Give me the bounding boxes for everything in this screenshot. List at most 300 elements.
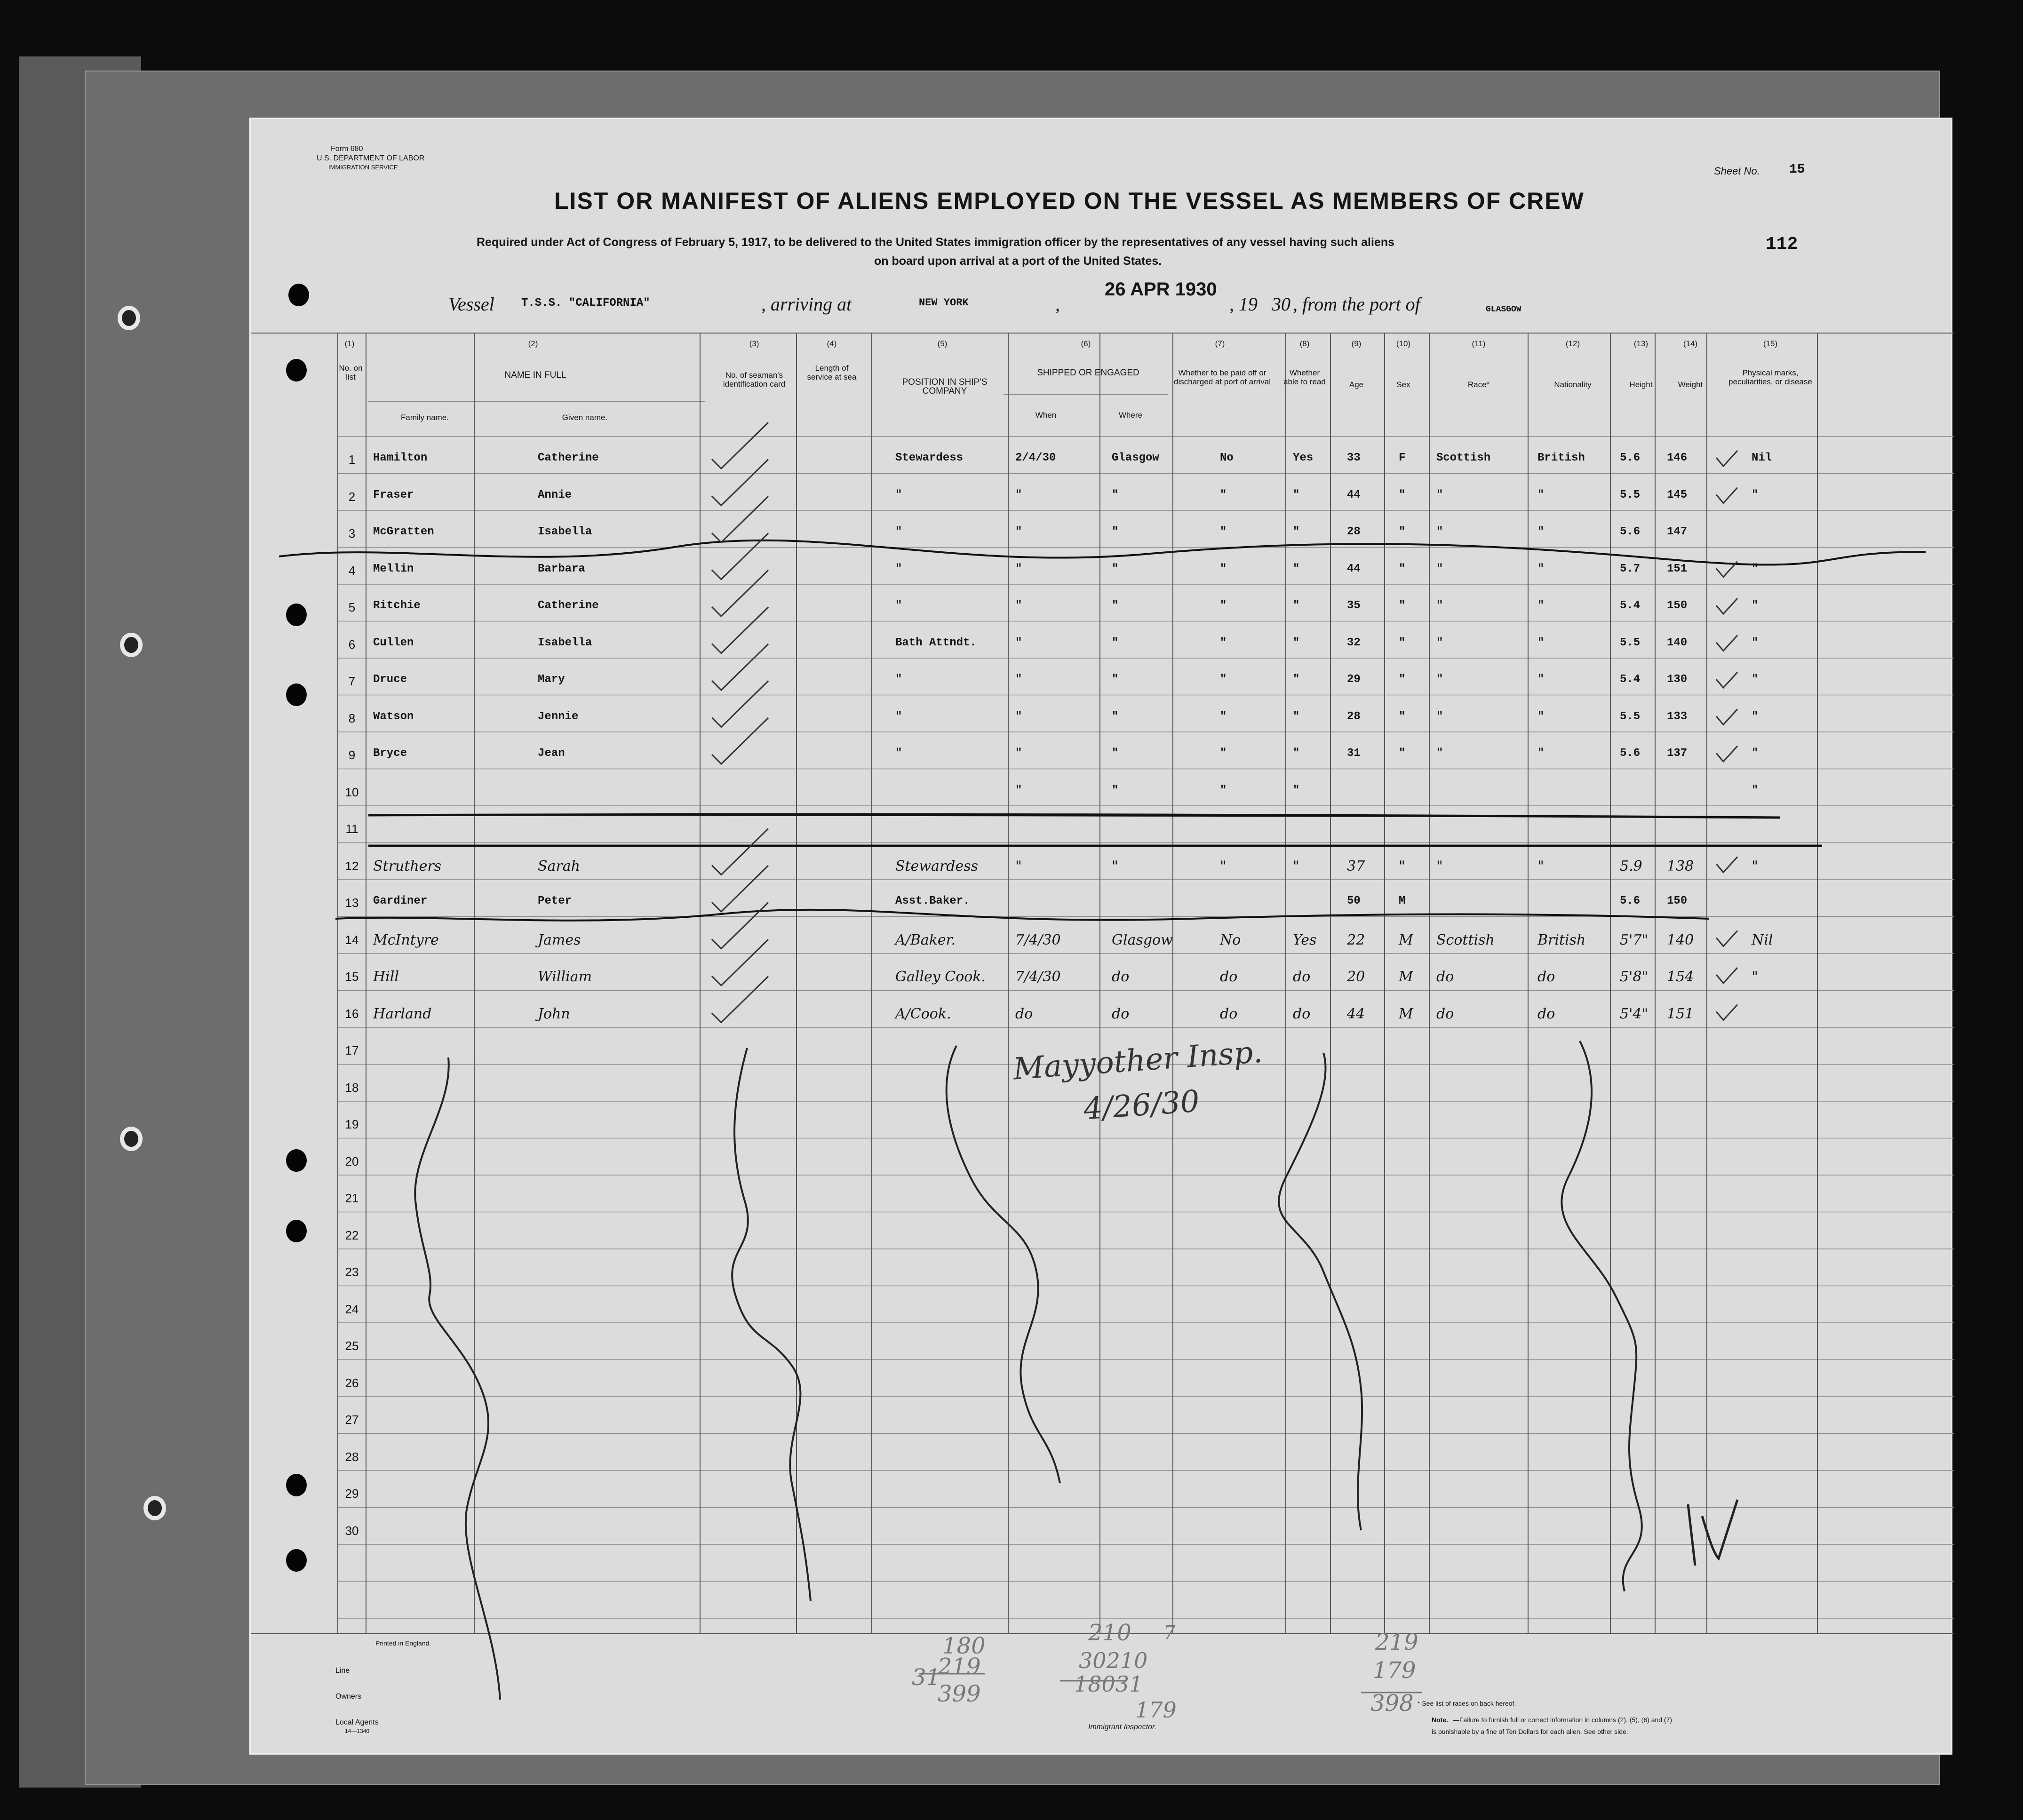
cell-family: Cullen — [373, 636, 414, 649]
cell-family: Gardiner — [373, 895, 428, 907]
tally-b5: 179 — [1135, 1697, 1177, 1723]
corner-mark — [1681, 1497, 1747, 1558]
col-num-8: (8) — [1299, 339, 1310, 348]
row-number: 21 — [345, 1191, 359, 1205]
cell-height: 5.9 — [1620, 858, 1642, 874]
cell-race: do — [1436, 1005, 1454, 1022]
cell-marks: " — [1752, 710, 1759, 723]
cell-given: Catherine — [538, 452, 599, 464]
cell-sex: " — [1399, 488, 1406, 501]
row-number: 16 — [345, 1006, 359, 1021]
cell-read: " — [1293, 562, 1300, 575]
check-mark — [712, 829, 768, 875]
col-num-6: (6) — [1081, 339, 1091, 348]
cell-family: Harland — [373, 1005, 432, 1022]
tally-a2: 219 — [938, 1653, 981, 1680]
cell-age: 44 — [1347, 562, 1361, 575]
cell-when: 2/4/30 — [1015, 452, 1056, 464]
cell-given: Peter — [538, 895, 572, 907]
cell-weight: 140 — [1667, 636, 1688, 649]
cell-marks: Nil — [1752, 452, 1772, 464]
row-number: 2 — [348, 489, 356, 504]
row-number: 30 — [345, 1523, 359, 1538]
page-number: 112 — [1766, 234, 1798, 254]
header-name-in-full: NAME IN FULL — [504, 370, 566, 380]
col-num-1: (1) — [344, 339, 355, 348]
cell-age: 33 — [1347, 452, 1361, 464]
cell-where: Glasgow — [1112, 452, 1159, 464]
cell-paid: " — [1220, 599, 1227, 612]
document-title: LIST OR MANIFEST OF ALIENS EMPLOYED ON THE VESSEL AS MEMBERS OF CREW — [554, 188, 1585, 214]
row-number: 20 — [345, 1154, 359, 1168]
cell-race: " — [1436, 525, 1443, 538]
cell-position: Stewardess — [895, 858, 979, 874]
cell-read: do — [1293, 969, 1311, 985]
footer-line-label: Line — [335, 1667, 350, 1675]
note-line-2: is punishable by a fine of Ten Dollars for each alien. See other side. — [1432, 1728, 1628, 1735]
header-no-on-list: No. on list — [339, 364, 363, 381]
check-mark — [712, 939, 768, 986]
tally-c1: 219 — [1375, 1629, 1418, 1655]
cell-family: Mellin — [373, 562, 414, 575]
weight-check-mark — [1716, 488, 1737, 503]
departure-port: GLASGOW — [1486, 305, 1521, 314]
cell-height: 5'7" — [1620, 931, 1649, 948]
row-number: 14 — [345, 932, 359, 947]
row-number: 13 — [345, 896, 359, 910]
header-given-name: Given name. — [562, 413, 608, 422]
check-mark — [712, 903, 768, 949]
cell-weight: 146 — [1667, 452, 1688, 464]
cell-nationality: do — [1537, 969, 1555, 985]
tally-c3: 398 — [1370, 1690, 1414, 1717]
header-physical-marks: Physical marks, peculiarities, or disease — [1728, 368, 1812, 386]
cell-family: Hill — [373, 969, 399, 985]
col-num-4: (4) — [827, 339, 837, 348]
subtitle-line-2: on board upon arrival at a port of the United States. — [874, 254, 1162, 268]
cell-race: " — [1436, 747, 1443, 760]
binder-ring — [120, 633, 143, 657]
row-number: 10 — [345, 785, 359, 799]
cell-paid: " — [1220, 858, 1227, 874]
tally-a3: 399 — [938, 1681, 981, 1707]
tally-a1: 180 — [942, 1633, 986, 1659]
cell-when: " — [1015, 599, 1022, 612]
race-footnote: * See list of races on back hereof. — [1418, 1700, 1516, 1707]
row-number: 3 — [348, 526, 356, 540]
cell-read: " — [1293, 858, 1299, 874]
cell-race: " — [1436, 562, 1443, 575]
row-number: 17 — [345, 1043, 359, 1057]
cell-read: " — [1293, 525, 1300, 538]
cell-height: 5.4 — [1620, 599, 1641, 612]
row-number: 18 — [345, 1080, 359, 1095]
cell-age: 29 — [1347, 673, 1361, 686]
cell-family: Bryce — [373, 747, 407, 760]
year-prefix: , 19 — [1229, 294, 1258, 315]
cell-position: " — [895, 525, 902, 538]
tally-b1: 210 — [1088, 1620, 1131, 1646]
cell-age: 32 — [1347, 636, 1361, 649]
note-label: Note. — [1432, 1716, 1448, 1724]
weight-check-mark — [1716, 1005, 1737, 1020]
cell-family: McGratten — [373, 525, 434, 538]
arriving-label: , arriving at — [761, 294, 852, 315]
cell-nationality: " — [1537, 747, 1545, 760]
cell-age: 44 — [1347, 488, 1361, 501]
cell-weight: 133 — [1667, 710, 1688, 723]
row-number: 1 — [348, 453, 356, 467]
cell-sex: " — [1399, 858, 1405, 874]
cell-sex: M — [1399, 969, 1413, 985]
cell-when: " — [1015, 636, 1022, 649]
header-paid-off: Whether to be paid off or discharged at port of arrival — [1174, 368, 1271, 386]
cell-family: Struthers — [373, 858, 442, 874]
header-sex: Sex — [1396, 380, 1410, 389]
tally-c2: 179 — [1373, 1657, 1416, 1684]
cell-marks: " — [1752, 747, 1759, 760]
tally-left: 31 — [912, 1664, 941, 1691]
note-line-1: —Failure to furnish full or correct information in columns (2), (5), (6) and (7) — [1453, 1716, 1673, 1724]
cell-position: " — [895, 488, 902, 501]
weight-check-mark — [1716, 746, 1737, 762]
cell-nationality: " — [1537, 636, 1545, 649]
row-number: 28 — [345, 1449, 359, 1464]
manifest-sheet — [249, 118, 1952, 1755]
header-id-card: No. of seaman's identification card — [723, 371, 786, 389]
row-number: 4 — [348, 563, 356, 578]
header-age: Age — [1349, 380, 1364, 389]
cell-position: Asst.Baker. — [895, 895, 970, 907]
check-mark — [712, 607, 768, 653]
cell-sex: " — [1399, 636, 1406, 649]
cell-read: " — [1293, 599, 1300, 612]
cell-age: 20 — [1347, 969, 1365, 985]
row-number: 11 — [345, 822, 358, 836]
cell-nationality: " — [1537, 858, 1544, 874]
cell-given: Annie — [538, 488, 572, 501]
cell-read: Yes — [1293, 452, 1314, 464]
cell-where: " — [1112, 488, 1119, 501]
cell-weight: 151 — [1667, 1005, 1694, 1022]
header-length-of-service: Length of service at sea — [807, 364, 857, 381]
cell-sex: " — [1399, 673, 1406, 686]
cell-paid: " — [1220, 488, 1227, 501]
arrival-port: NEW YORK — [919, 297, 969, 309]
col-num-5: (5) — [937, 339, 948, 348]
cell-sex: M — [1399, 931, 1413, 948]
col-num-11: (11) — [1472, 339, 1486, 348]
row-number: 22 — [345, 1228, 359, 1242]
weight-check-mark — [1716, 931, 1737, 946]
vessel-name: T.S.S. "CALIFORNIA" — [521, 297, 650, 310]
col-num-2: (2) — [528, 339, 538, 348]
cell-family: McIntyre — [373, 931, 439, 948]
inspector-label: Immigrant Inspector. — [1088, 1723, 1157, 1731]
check-mark — [712, 570, 768, 616]
cell-where: do — [1112, 1005, 1130, 1022]
check-mark — [712, 681, 768, 727]
vessel-label: Vessel — [448, 294, 494, 315]
check-mark — [712, 496, 768, 542]
cell-where: " — [1112, 599, 1119, 612]
cell-weight: 145 — [1667, 488, 1688, 501]
cell-sex: M — [1399, 895, 1406, 907]
cell-read: " — [1293, 488, 1300, 501]
cell-weight: 147 — [1667, 525, 1688, 538]
cell-position: " — [895, 747, 902, 760]
cell-marks: " — [1752, 673, 1759, 686]
cell-read: " — [1293, 710, 1300, 723]
col-num-10: (10) — [1396, 339, 1411, 348]
cell-weight: 154 — [1667, 969, 1694, 985]
year-suffix: 30 — [1272, 294, 1290, 315]
cell-weight: 130 — [1667, 673, 1688, 686]
cell-position: " — [895, 673, 902, 686]
cell-where: " — [1112, 858, 1118, 874]
cell-paid: No — [1220, 931, 1241, 948]
cell-position: " — [895, 710, 902, 723]
cell-where: Glasgow — [1112, 931, 1173, 948]
check-mark — [712, 422, 768, 469]
comma: , — [1055, 294, 1060, 315]
header-weight: Weight — [1678, 380, 1703, 389]
row-number: 8 — [348, 711, 356, 725]
cell-where: " — [1112, 747, 1119, 760]
cell-age: 37 — [1347, 858, 1365, 874]
header-nationality: Nationality — [1554, 380, 1592, 389]
weight-check-mark — [1716, 451, 1737, 466]
cell-marks: " — [1752, 599, 1759, 612]
cell-height: 5.6 — [1620, 895, 1641, 907]
tally-b2: 7 — [1163, 1622, 1176, 1644]
cell-given: Jennie — [538, 710, 579, 723]
cell-family: Watson — [373, 710, 414, 723]
cell-nationality: British — [1537, 452, 1585, 464]
binder-ring — [118, 306, 140, 330]
cell-read: " — [1293, 784, 1300, 797]
check-mark — [712, 644, 768, 690]
cell-when: " — [1015, 784, 1022, 797]
cell-given: William — [538, 969, 592, 985]
row-number: 6 — [348, 637, 356, 652]
footer-owners-label: Owners — [335, 1693, 362, 1701]
cell-where: " — [1112, 562, 1119, 575]
cell-height: 5.6 — [1620, 747, 1641, 760]
row-number: 29 — [345, 1486, 359, 1501]
col-num-3: (3) — [749, 339, 759, 348]
cell-race: Scottish — [1436, 452, 1491, 464]
cell-read: Yes — [1293, 931, 1317, 948]
cell-nationality: do — [1537, 1005, 1555, 1022]
printed-in: Printed in England. — [375, 1639, 431, 1647]
header-race: Race* — [1467, 380, 1490, 389]
cell-height: 5.6 — [1620, 452, 1641, 464]
row-number: 12 — [345, 858, 359, 873]
cell-marks: Nil — [1752, 931, 1773, 948]
header-where: Where — [1118, 411, 1143, 420]
cell-given: Mary — [538, 673, 565, 686]
cell-nationality: " — [1537, 525, 1545, 538]
col-num-7: (7) — [1215, 339, 1225, 348]
inspector-date: 4/26/30 — [1082, 1084, 1201, 1127]
cell-marks: " — [1752, 858, 1758, 874]
service: IMMIGRATION SERVICE — [328, 164, 398, 171]
footer-code: 14—1340 — [345, 1728, 370, 1734]
weight-check-mark — [1716, 857, 1737, 873]
cell-age: 28 — [1347, 710, 1361, 723]
row-number: 15 — [345, 970, 359, 984]
cell-sex: " — [1399, 599, 1406, 612]
cell-marks: " — [1752, 562, 1759, 575]
cell-paid: " — [1220, 784, 1227, 797]
binder-ring — [120, 1127, 143, 1151]
cell-nationality: " — [1537, 673, 1545, 686]
row-number: 25 — [345, 1339, 359, 1353]
col-num-12: (12) — [1565, 339, 1580, 348]
cell-when: " — [1015, 673, 1022, 686]
row-number: 27 — [345, 1413, 359, 1427]
cell-paid: " — [1220, 525, 1227, 538]
cell-race: do — [1436, 969, 1454, 985]
cell-marks: " — [1752, 488, 1759, 501]
cell-position: " — [895, 562, 902, 575]
cell-nationality: British — [1537, 931, 1586, 948]
cell-paid: " — [1220, 673, 1227, 686]
cell-family: Ritchie — [373, 599, 421, 612]
cell-paid: " — [1220, 636, 1227, 649]
cell-when: " — [1015, 747, 1022, 760]
cell-height: 5.5 — [1620, 636, 1641, 649]
cell-race: " — [1436, 710, 1443, 723]
cell-age: 44 — [1347, 1005, 1365, 1022]
cell-weight: 150 — [1667, 599, 1688, 612]
cell-paid: " — [1220, 562, 1227, 575]
cell-position: Bath Attndt. — [895, 636, 977, 649]
sheet-number: 15 — [1789, 162, 1805, 177]
check-mark — [712, 866, 768, 912]
cell-nationality: " — [1537, 710, 1545, 723]
cell-marks: " — [1752, 784, 1759, 797]
cell-marks: " — [1752, 969, 1758, 985]
cell-given: Jean — [538, 747, 565, 760]
cell-nationality: " — [1537, 562, 1545, 575]
col-num-13: (13) — [1633, 339, 1649, 348]
cell-age: 35 — [1347, 599, 1361, 612]
cell-where: " — [1112, 673, 1119, 686]
cell-when: " — [1015, 525, 1022, 538]
cell-when: " — [1015, 562, 1022, 575]
cell-where: do — [1112, 969, 1130, 985]
cell-family: Druce — [373, 673, 407, 686]
cell-race: " — [1436, 673, 1443, 686]
subtitle-line-1: Required under Act of Congress of February 5, 1917, to be delivered to the United States immigration officer by the representatives of any vessel having such aliens — [477, 236, 1394, 249]
cell-family: Hamilton — [373, 452, 428, 464]
cell-where: " — [1112, 525, 1119, 538]
col-num-15: (15) — [1763, 339, 1778, 348]
cell-nationality: " — [1537, 488, 1545, 501]
cell-sex: " — [1399, 562, 1406, 575]
cell-position: Galley Cook. — [895, 969, 986, 985]
weight-check-mark — [1716, 672, 1737, 688]
tally-b4: 18031 — [1074, 1671, 1143, 1697]
cell-height: 5.6 — [1620, 525, 1641, 538]
col-num-14: (14) — [1683, 339, 1698, 348]
tally-b3: 30210 — [1079, 1648, 1148, 1673]
date-stamp: 26 APR 1930 — [1105, 279, 1217, 300]
cell-weight: 150 — [1667, 895, 1688, 907]
cell-height: 5.7 — [1620, 562, 1641, 575]
cell-race: Scottish — [1436, 931, 1495, 948]
cell-sex: F — [1399, 452, 1406, 464]
cell-race: " — [1436, 636, 1443, 649]
cell-family: Fraser — [373, 488, 414, 501]
cell-given: Isabella — [538, 525, 592, 538]
cell-when: do — [1015, 1005, 1033, 1022]
cell-race: " — [1436, 599, 1443, 612]
cell-given: Catherine — [538, 599, 599, 612]
cell-when: " — [1015, 710, 1022, 723]
footer-agents-label: Local Agents — [335, 1718, 379, 1726]
row-number: 19 — [345, 1117, 359, 1131]
cell-age: 28 — [1347, 525, 1361, 538]
binder-ring — [143, 1496, 166, 1520]
cell-where: " — [1112, 784, 1119, 797]
cell-where: " — [1112, 710, 1119, 723]
row-number: 7 — [348, 674, 356, 688]
row-number: 23 — [345, 1265, 359, 1279]
cell-position: A/Cook. — [895, 1005, 951, 1022]
cell-when: " — [1015, 858, 1022, 874]
cell-paid: " — [1220, 747, 1227, 760]
cell-race: " — [1436, 488, 1443, 501]
cell-when: 7/4/30 — [1015, 969, 1061, 985]
header-height: Height — [1629, 380, 1653, 389]
cell-weight: 140 — [1667, 931, 1694, 948]
weight-check-mark — [1716, 709, 1737, 725]
cell-age: 22 — [1347, 931, 1365, 948]
cell-sex: M — [1399, 1005, 1413, 1022]
cell-given: Sarah — [538, 858, 580, 874]
cell-when: " — [1015, 488, 1022, 501]
cell-nationality: " — [1537, 599, 1545, 612]
header-when: When — [1035, 411, 1057, 420]
cell-given: Isabella — [538, 636, 592, 649]
check-mark — [712, 977, 768, 1023]
cell-position: " — [895, 599, 902, 612]
cell-weight: 138 — [1667, 858, 1694, 874]
cell-given: John — [538, 1005, 570, 1022]
header-family-name: Family name. — [400, 413, 449, 422]
inspector-signature: Mayyother Insp. — [1012, 1034, 1264, 1087]
cell-height: 5'4" — [1620, 1005, 1649, 1022]
department: U.S. DEPARTMENT OF LABOR — [317, 154, 425, 162]
cell-when: 7/4/30 — [1015, 931, 1061, 948]
weight-check-mark — [1716, 968, 1737, 983]
cell-position: A/Baker. — [895, 931, 956, 948]
weight-check-mark — [1716, 598, 1737, 614]
cell-height: 5.5 — [1620, 710, 1641, 723]
cell-read: " — [1293, 673, 1300, 686]
from-port-label: , from the port of — [1293, 294, 1420, 315]
cell-weight: 151 — [1667, 562, 1688, 575]
check-mark — [712, 460, 768, 506]
cell-paid: do — [1220, 1005, 1238, 1022]
cell-height: 5.4 — [1620, 673, 1641, 686]
cell-read: " — [1293, 636, 1300, 649]
row-number: 24 — [345, 1302, 359, 1316]
cell-age: 50 — [1347, 895, 1361, 907]
